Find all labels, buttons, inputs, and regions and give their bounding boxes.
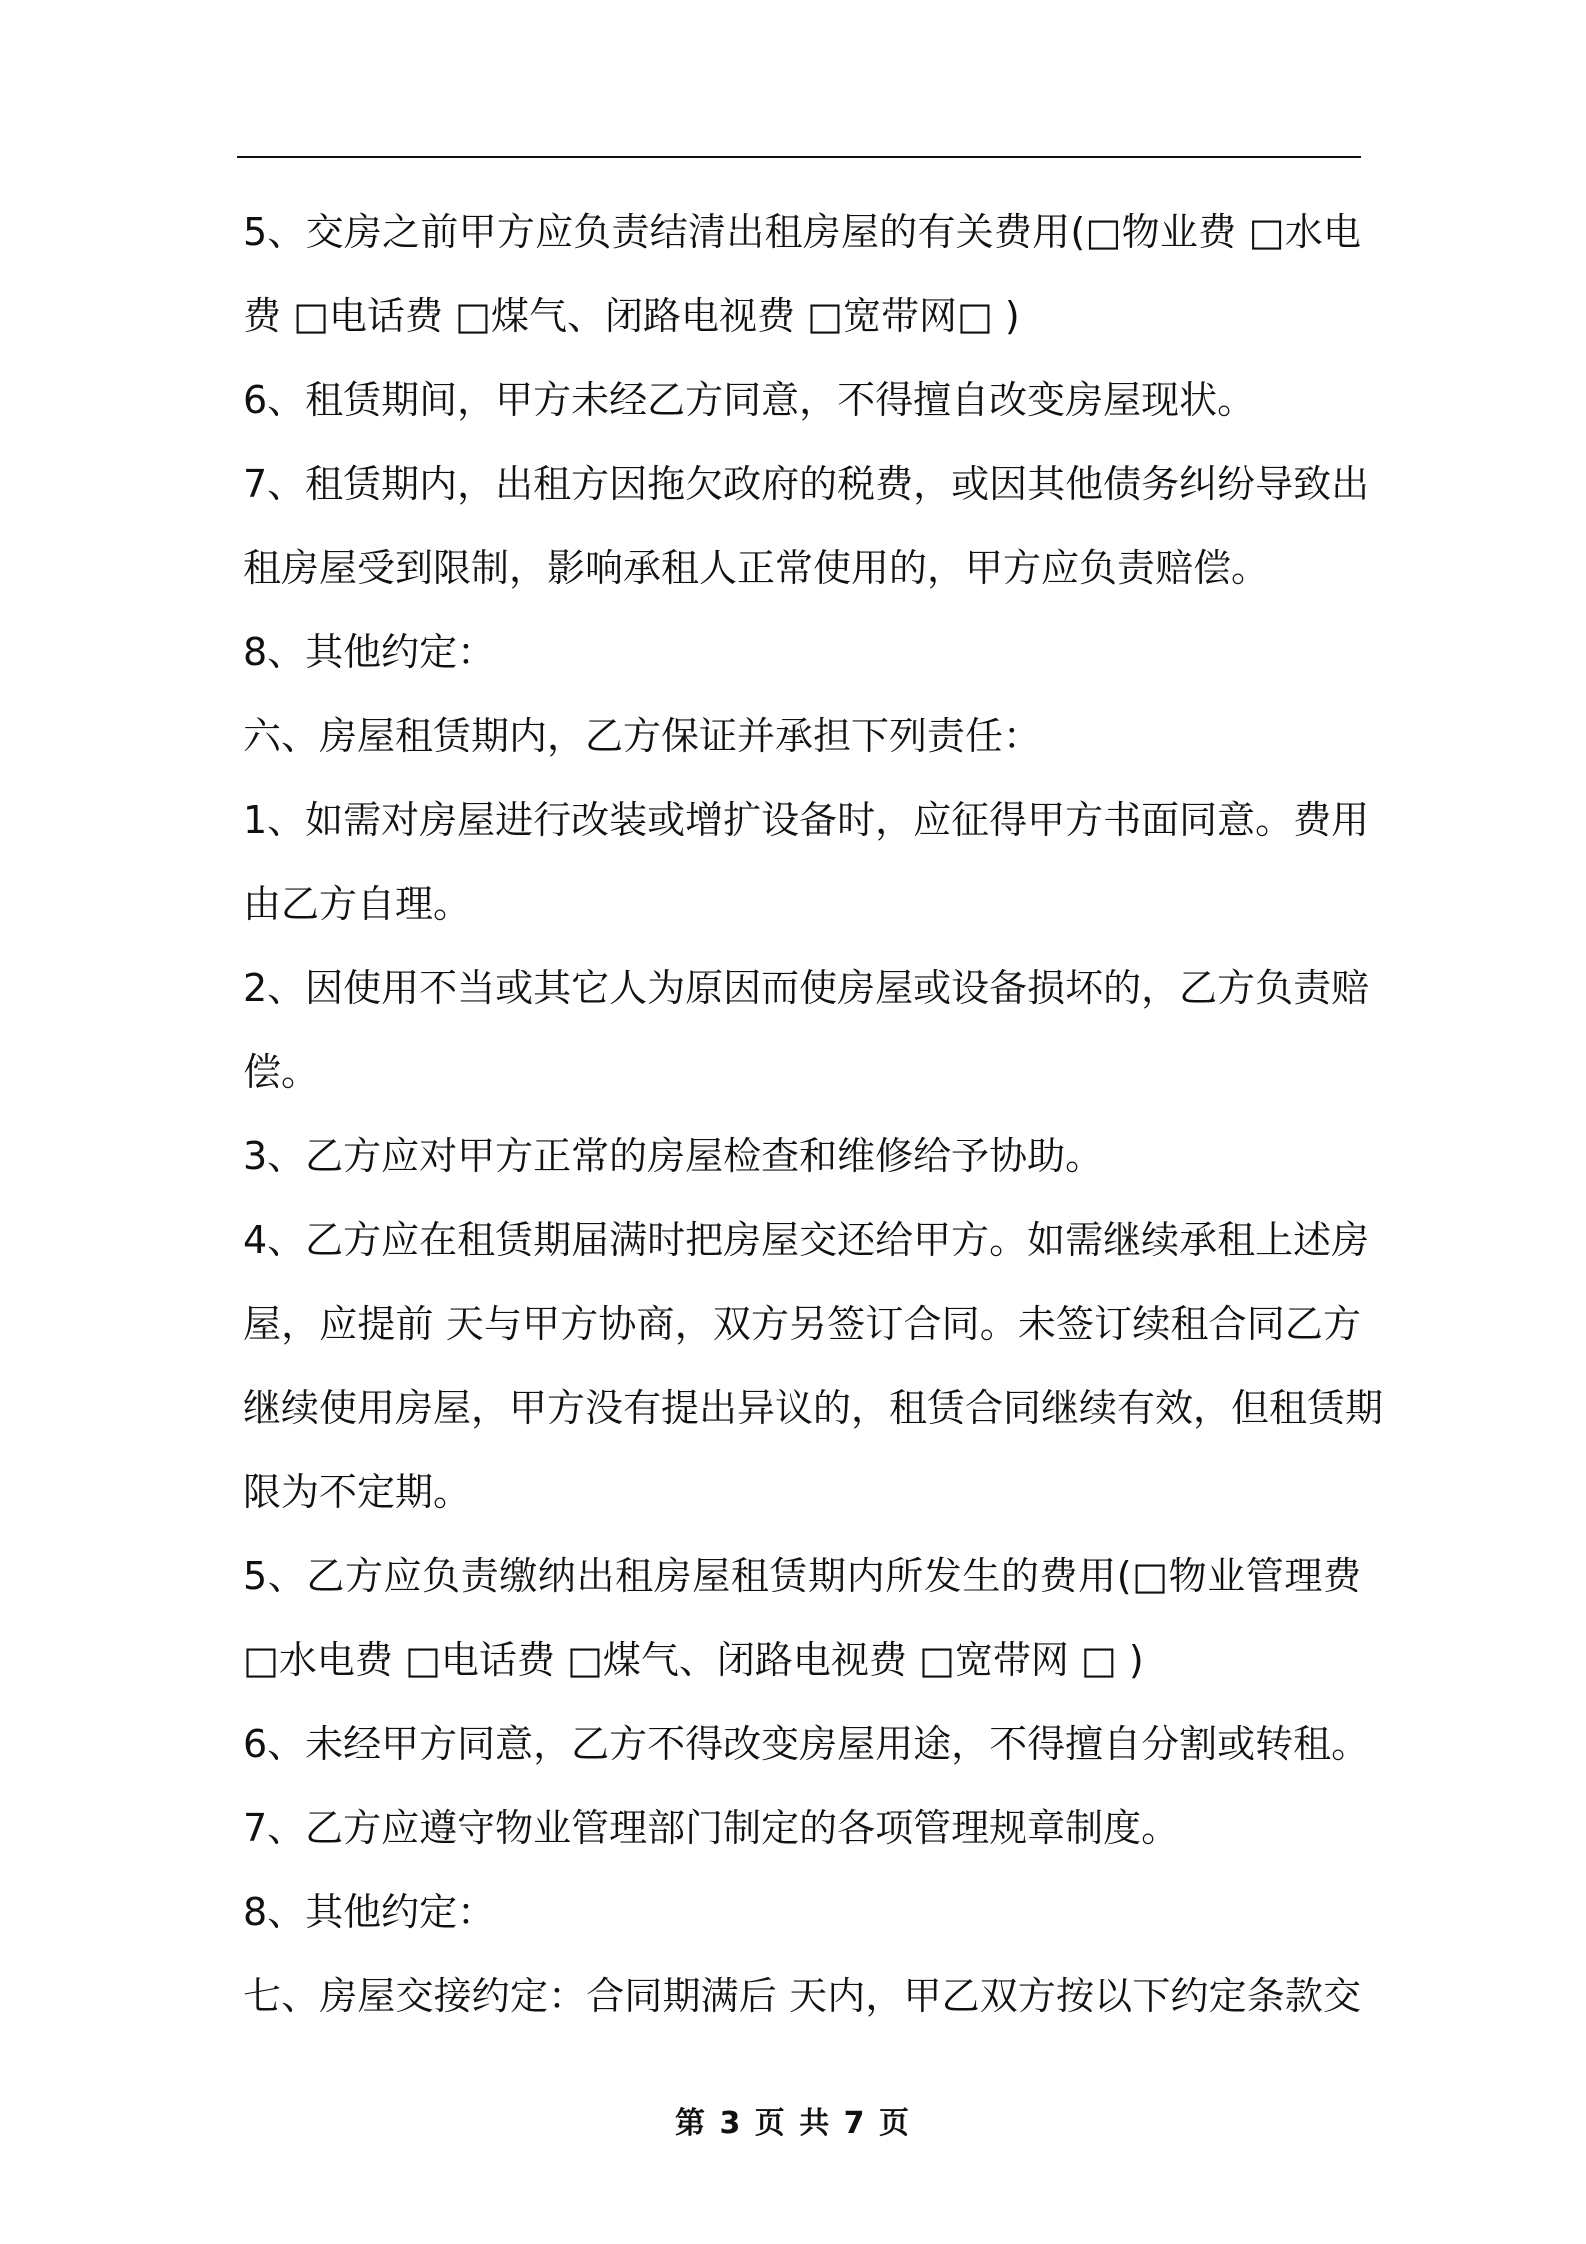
text-line: 5、乙方应负责缴纳出租房屋租赁期内所发生的费用(□物业管理费	[243, 1554, 1361, 1598]
text-line: 8、其他约定：	[243, 630, 496, 674]
document-body	[243, 190, 1384, 2038]
text-line: 屋，应提前 天与甲方协商，双方另签订合同。未签订续租合同乙方	[243, 1302, 1361, 1346]
text-line: 费 □电话费 □煤气、闭路电视费 □宽带网□ )	[243, 294, 1020, 338]
text-line: 2、因使用不当或其它人为原因而使房屋或设备损坏的，乙方负责赔	[243, 966, 1370, 1010]
text-line: 七、房屋交接约定：合同期满后 天内，甲乙双方按以下约定条款交	[243, 1974, 1361, 2018]
text-line: 1、如需对房屋进行改装或增扩设备时，应征得甲方书面同意。费用	[243, 798, 1370, 842]
text-line: 8、其他约定：	[243, 1890, 496, 1934]
text-line: 租房屋受到限制，影响承租人正常使用的，甲方应负责赔偿。	[243, 546, 1270, 590]
text-line: □水电费 □电话费 □煤气、闭路电视费 □宽带网 □ )	[243, 1638, 1144, 1682]
page-number: 第 3 页 共 7 页	[675, 2106, 911, 2141]
text-line: 六、房屋租赁期内，乙方保证并承担下列责任：	[243, 714, 1042, 758]
text-line: 3、乙方应对甲方正常的房屋检查和维修给予协助。	[243, 1134, 1104, 1178]
text-line: 偿。	[243, 1050, 320, 1094]
text-line: 4、乙方应在租赁期届满时把房屋交还给甲方。如需继续承租上述房	[243, 1218, 1370, 1262]
text-line: 5、交房之前甲方应负责结清出租房屋的有关费用(□物业费 □水电	[243, 210, 1361, 254]
text-line: 由乙方自理。	[243, 882, 472, 926]
header-rule	[237, 156, 1361, 158]
text-line: 7、乙方应遵守物业管理部门制定的各项管理规章制度。	[243, 1806, 1180, 1850]
text-line: 限为不定期。	[243, 1470, 472, 1514]
text-line: 6、未经甲方同意，乙方不得改变房屋用途，不得擅自分割或转租。	[243, 1722, 1370, 1766]
text-line: 6、租赁期间，甲方未经乙方同意，不得擅自改变房屋现状。	[243, 378, 1256, 422]
text-line: 7、租赁期内，出租方因拖欠政府的税费，或因其他债务纠纷导致出	[243, 462, 1370, 506]
text-line: 继续使用房屋，甲方没有提出异议的，租赁合同继续有效，但租赁期	[243, 1386, 1384, 1430]
